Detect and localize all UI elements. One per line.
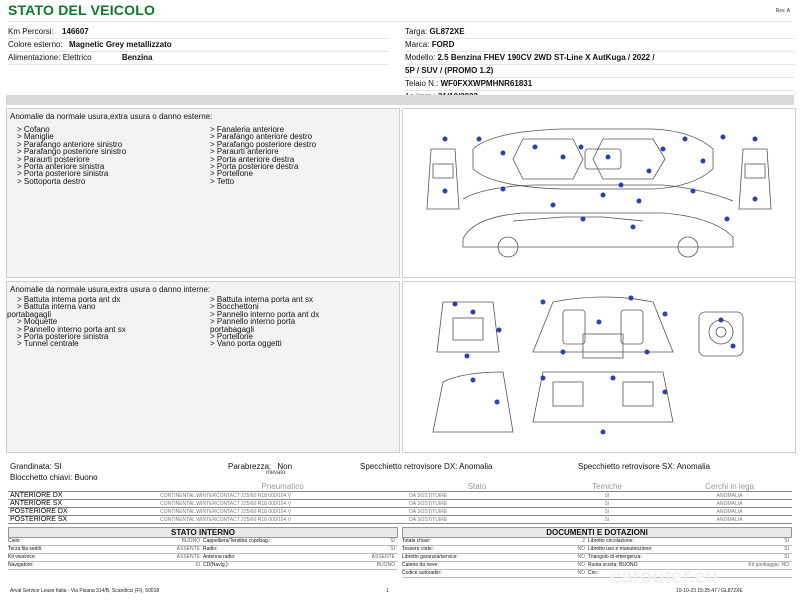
table-row: ANTERIORE SX CONTINENTAL WINTERCONTACT 225/60 R18 000/104 V DA SOSTITUIRE SI ANOMALIA — [8, 500, 792, 508]
header-divider — [8, 21, 792, 22]
list-item: > Pannello interno porta ant sx — [17, 324, 126, 334]
interior-diagram-panel — [402, 281, 796, 453]
table-row: Libretto garanzia/service: NO Triangolo di emergenza: SI — [402, 554, 792, 562]
table-row: Terza fila sedili: ASSENTE Radio: SI — [8, 546, 398, 554]
page-title: STATO DEL VEICOLO — [8, 2, 156, 18]
list-item: > Sottoporta destro — [17, 176, 86, 186]
list-item: > Battuta interna vano — [17, 302, 96, 312]
vin-row: Telaio N.: WF0FXXWPMHNR61831 — [405, 78, 795, 91]
exterior-diagram-panel — [402, 108, 796, 278]
exterior-anomalies-panel — [6, 108, 400, 278]
list-item: portabagagli — [210, 324, 255, 334]
table-row: Codice autoradio: NO Cric: — [402, 570, 792, 578]
list-item: > Paraurti anteriore — [210, 147, 279, 157]
vehicle-info-left — [8, 26, 388, 65]
table-row: Kit vivavoce: ASSENTE Antenna radio: ASSENTE — [8, 554, 398, 562]
list-item: > Parafango anteriore destro — [210, 132, 313, 142]
list-item: > Bocchettoni — [210, 302, 259, 312]
list-item: > Battuta interna porta ant sx — [210, 295, 313, 304]
footer-page: 1 — [386, 588, 389, 594]
fuel-row: Alimentazione: Elettrico Benzina — [8, 52, 388, 65]
list-item: > Porta posteriore sinistra — [17, 169, 109, 179]
parabrezza-sub: rilevato — [266, 470, 286, 476]
list-item: > Pannello interno porta ant dx — [210, 309, 320, 319]
list-item: > Pannello interno porta — [210, 317, 296, 327]
table-row: Navigatore: SI CD(Navig.): BUONO — [8, 562, 398, 570]
table-row: ANTERIORE DX CONTINENTAL WINTERCONTACT 225/60 R18 000/104 V DA SOSTITUIRE SI ANOMALIA — [8, 492, 792, 500]
parabrezza-label: Parabrezza: Non — [228, 462, 293, 471]
list-item: portabagagli — [7, 309, 52, 319]
table-row: Totale chiavi: 2 Libretto circolazione: SI — [402, 538, 792, 546]
list-item: > Porta anteriore sinistra — [17, 162, 105, 172]
model-row-2: 5P / SUV / (PROMO 1.2) — [405, 65, 795, 78]
list-item: > Parafango posteriore sinistro — [17, 147, 127, 157]
blocchetto-label: Blocchetto chiavi: Buono — [10, 473, 98, 482]
interior-title: Anomalie da normale usura,extra usura o danno interne: — [10, 285, 211, 294]
interior-car-diagram — [403, 282, 795, 452]
exterior-title: Anomalie da normale usura,extra usura o danno esterne: — [10, 112, 213, 121]
list-item: > Porta posteriore destra — [210, 162, 299, 172]
documenti-title: DOCUMENTI E DOTAZIONI — [402, 527, 792, 538]
table-row: Catene da neve: NO Ruota scorta: BUONO Kit gonfiaggio: NO — [402, 562, 792, 570]
list-item: > Maniglie — [17, 132, 54, 142]
stato-interno-title: STATO INTERNO — [8, 527, 398, 538]
tyres-table — [8, 482, 792, 524]
list-item: > Cofano — [17, 125, 50, 134]
interior-anomalies-panel — [6, 281, 400, 453]
stato-interno-section — [8, 527, 398, 570]
documenti-section — [402, 527, 792, 578]
interior-list-col2 — [210, 296, 319, 348]
color-row: Colore esterno: Magnetic Grey metallizzato — [8, 39, 388, 52]
grandinata-label: Grandinata: SI — [10, 462, 62, 471]
watermark-logo: carouter.eu — [610, 566, 718, 588]
list-item: > Moquette — [17, 317, 58, 327]
list-item: > Parafango anteriore sinistro — [17, 139, 123, 149]
list-item: > Vano porta oggetti — [210, 339, 282, 349]
exterior-car-diagram — [403, 109, 795, 277]
table-row: POSTERIORE DX CONTINENTAL WINTERCONTACT 225/60 R18 000/104 V DA SOSTITUIRE SI ANOMALIA — [8, 508, 792, 516]
list-item: > Tunnel centrale — [17, 339, 79, 349]
exterior-list-col2 — [210, 126, 316, 185]
model-row: Modello: 2.5 Benzina FHEV 190CV 2WD ST-Line X AutKuga / 2022 / — [405, 52, 795, 65]
footer-right: 10-10-23 15:25:47 / GL872XE — [676, 588, 743, 594]
specchietto-dx-label: Specchietto retrovisore DX: Anomalia — [360, 462, 493, 471]
brand-row: Marca: FORD — [405, 39, 795, 52]
list-item: > Fanaleria anteriore — [210, 125, 285, 134]
km-row: Km Percorsi: 146607 — [8, 26, 388, 39]
list-item: > Parafango posteriore destro — [210, 139, 317, 149]
list-item: > Porta anteriore destra — [210, 154, 295, 164]
revision-label: Rev. A — [775, 8, 790, 14]
footer-company: Arval Service Lease Italia - Via Pisana 314/B, Scandicci (FI), 50018 — [10, 588, 160, 594]
section-band — [6, 95, 794, 105]
list-item: > Tetto — [210, 176, 235, 186]
list-item: > Porta posteriore sinistra — [17, 332, 109, 342]
tyres-header-row: Pneumatico Stato Temiche Cerchi in lega — [261, 482, 754, 491]
specchietto-sx-label: Specchietto retrovisore SX: Anomalia — [578, 462, 711, 471]
list-item: > Portellone — [210, 169, 253, 179]
list-item: > Battuta interna porta ant dx — [17, 295, 121, 304]
list-item: > Paraurti posteriore — [17, 154, 90, 164]
vehicle-info-right — [405, 26, 795, 104]
table-row: POSTERIORE SX CONTINENTAL WINTERCONTACT 225/60 R18 000/104 V DA SOSTITUIRE SI ANOMALIA — [8, 516, 792, 524]
list-item: > Portellone — [210, 332, 253, 342]
interior-list-col1 — [7, 295, 126, 349]
plate-row: Targa: GL872XE — [405, 26, 795, 39]
table-row: Tessere code: NO Libretto uso e manutenzione: SI — [402, 546, 792, 554]
table-row: Cielo: BUONO Cappelliera/Tendina copribag.: SI — [8, 538, 398, 546]
exterior-list-col1 — [17, 126, 126, 185]
